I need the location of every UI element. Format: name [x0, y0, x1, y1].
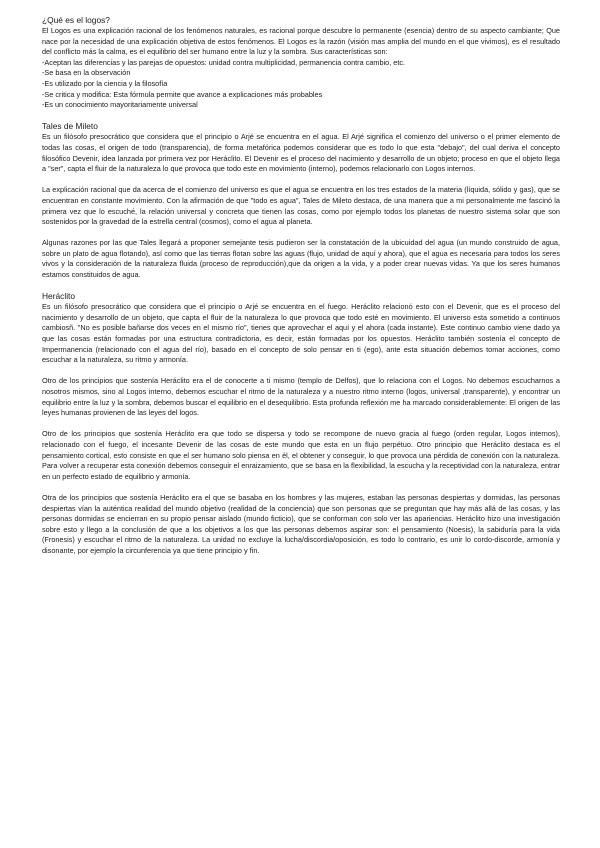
intro-section	[42, 15, 560, 111]
tales-heading: Tales de Mileto	[42, 121, 98, 132]
heraclito-paragraph: Es un filósofo presocrático que considera que el principio o Arjé se encuentra en el fuego. Heráclito relacionó esto con el Devenir, que es el proceso del nacimiento y desarrollo de un objeto, que capta el fluir de la naturaleza lo que provoca que todo esté en movimiento. El universo esta sometido a continuos cambiosñ. "No es posible bañarse dos veces en el mismo río", tienes que aprovechar el aquí y el ahora (cada instante). Este continuo cambio viene dado ya que las cosas están formadas por una estructura contradictoria, es decir, están formadas por los opuestos. Heráclito también sostenía el concepto de Impermanencia (relacionado con el agua del río), basado en el concepto de solo pensar en ti (ego), ante esta situación debemos tomar acciones, como escuchar a la naturaleza, su ritmo y armonía.	[42, 302, 560, 365]
feature-item: -Es un conocimiento mayoritariamente universal	[42, 100, 198, 110]
tales-paragraph: Algunas razones por las que Tales llegará a proponer semejante tesis pudieron ser la constatación de la ubicuidad del agua (un mundo construido de agua, sobre un plato de agua flotando), así como que las tierras flotan sobre las aguas (flujo, unidad de aquí y ahora), que el agua es necesaria para todos los seres vivos y la consideración de la naturaleza fluida (proceso de reproducción),que da origen a la vida, y a poder crear nuevas vidas. Ya que los seres humanos estamos constituidos de agua.	[42, 238, 560, 280]
spacer	[42, 111, 560, 122]
heraclito-paragraph: Otra de los principios que sostenía Heráclito era el que se basaba en los hombres y las mujeres, estaban las personas despiertas y dormidas, las personas despiertas vían la auténtica realidad del mundo objetivo (realidad de la conciencia) que son personas que se preguntan que hay más allá de las cosas, y las personas dormidas se encierran en su propio pensar aislado (mundo ficticio), que se conforman con solo ver las apariencias. Heráclito hizo una investigación sobre esto y llego a la conclusión de que a los objetivos a los que las personas debemos aspirar son: el pensamiento (Noesis), la sabiduría para la vida (Fronesis) y escuchar el ritmo de la naturaleza. La unidad no excluye la lucha/discordia/oposición, es todo lo contrario, es unir lo cordo-discorde, armonía y disonante, por ejemplo la circunferencia ya que tiene principio y fin.	[42, 492, 560, 555]
heraclito-paragraph: Otro de los principios que sostenía Heráclito era el de conocerte a ti mismo (templo de Delfos), que lo relaciona con el Logos. No debemos escucharnos a nosotros mismos, sino al Logos interno, debemos escuchar el ritmo de la naturaleza y a nuestro ritmo interno (logos, universal ,transparente), y encontrar un equilibrio entre la luz y la sombra, debemos buscar el equilibrio en el desequilibrio. Esta profunda reflexión me ha marcado considerablemente: El origen de las leyes humanas provienen de las leyes del logos.	[42, 376, 560, 418]
intro-paragraph: El Logos es una explicación racional de los fenómenos naturales, es racional porque descubre lo permanente (esencia) dentro de su aspecto cambiante; Que nace por la necesidad de una explicación objetiva de estos fenómenos. El Logos es la razón (visión mas amplia del mundo en el que vivimos), es el resultado del conflicto más la calma, es el equilibrio del ser humano entre la luz y la sombra. Sus características son:	[42, 26, 560, 57]
heraclito-section	[42, 291, 560, 556]
heraclito-paragraph: Otro de los principios que sostenía Heráclito era que todo se dispersa y todo se recompone de nuevo gracia al fuego (orden regular, Logos internos), relacionado con el fuego, el incesante Devenir de las cosas de este mundo que esta en un flujo perpétuo. Otro principio que Heráclito destaca es el pensamiento cortical, esto consiste en que el ser humano solo piensa en él, el obtener y conseguir, lo que provoca una pérdida de conexión con la naturaleza. Para volver a recuperar esta conexión debemos conseguir el enraizamiento, que se basa en la flexibilidad, la escucha y la receptividad con la naturaleza, entrar en un perfecto estado de equilibrio y armonía.	[42, 429, 560, 481]
document-page	[42, 15, 560, 557]
tales-section	[42, 121, 560, 280]
spacer	[42, 482, 560, 493]
tales-paragraph: La explicación racional que da acerca de el comienzo del universo es que el agua se encuentra en los tres estados de la materia (líquida, sólido y gas), que se encuentran en constante movimiento. Con la afirmación de que "todo es agua", Tales de Mileto destaca, de una manera que a mi personalmente me fascinó la primera vez que lo escuché, la relación universal y concreta que tienen las cosas, como por ejemplo todos los planetas de nuestro sistema solar que son sostenidos por la gravedad de la estrella central (cosmos), como el agua al planeta.	[42, 185, 560, 227]
feature-item: -Aceptan las diferencias y las parejas de opuestos: unidad contra multiplicidad, permanencia contra cambio, etc.	[42, 57, 406, 67]
spacer	[42, 228, 560, 239]
feature-item: -Se basa en la observación	[42, 68, 131, 78]
spacer	[42, 281, 560, 292]
spacer	[42, 419, 560, 430]
tales-paragraph: Es un filósofo presocrático que considera que el principio o Arjé se encuentra en el agua. El Arjé significa el comienzo del universo o el primer elemento de todas las cosas, el origen de todo (transparencia), de forma metafórica podemos considerar que es todo lo que esta "debajo", del cual deriva el concepto filosófico Devenir, idea lanzada por primera vez por Heráclito. El Devenir es el proceso del nacimiento y desarrollo de un objeto; proceso en que el objeto llega a "ser", capta el fluir de la naturaleza lo que provoca que todo este en movimiento (interno), podemos relacionarlo con Logos internos.	[42, 132, 560, 174]
intro-heading: ¿Qué es el logos?	[42, 15, 110, 25]
spacer	[42, 175, 560, 186]
feature-item: -Se critica y modifica: Esta fórmula permite que avance a explicaciones más probables	[42, 89, 323, 99]
heraclito-heading: Heráclito	[42, 291, 76, 302]
spacer	[42, 366, 560, 377]
feature-item: -Es utilizado por la ciencia y la filosofía	[42, 78, 168, 88]
